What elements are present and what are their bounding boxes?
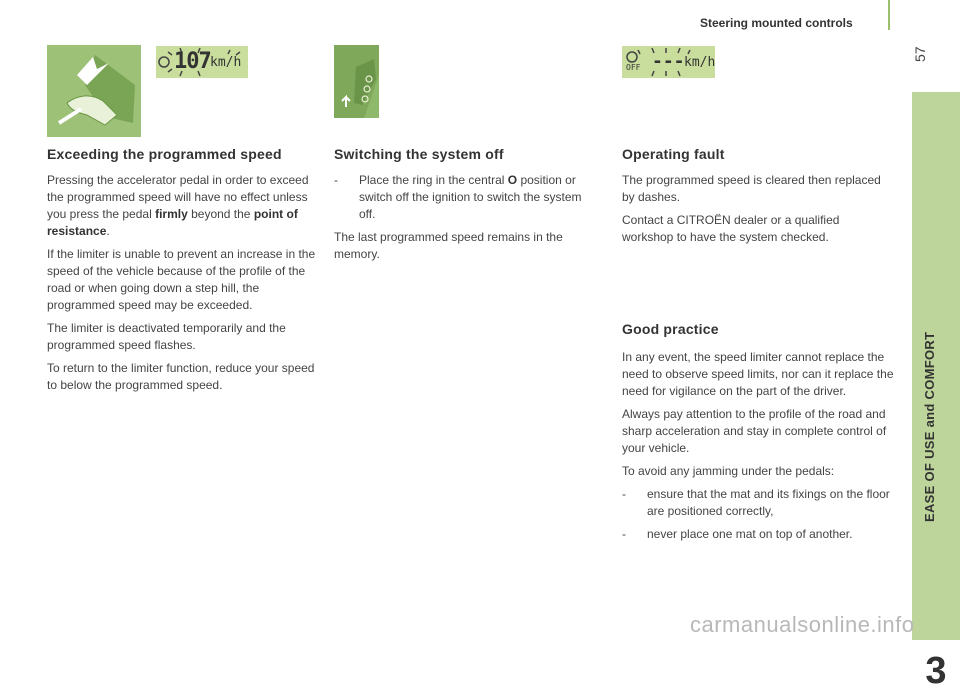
speed-display-panel <box>156 46 248 78</box>
heading-switching-off: Switching the system off <box>334 146 504 162</box>
column-good-practice <box>622 321 894 549</box>
heading-good-practice: Good practice <box>622 321 719 337</box>
page-number <box>912 46 928 62</box>
chapter-title-vertical: EASE OF USE and COMFORT <box>922 331 937 522</box>
running-header-title: Steering mounted controls <box>700 16 853 30</box>
column-switching-off <box>334 146 596 269</box>
display-speed-value: 107 <box>174 49 211 74</box>
column-exceeding-speed <box>47 146 319 400</box>
header-divider <box>888 0 890 30</box>
steering-control-ring-illustration <box>334 45 379 118</box>
foot-on-pedal-icon <box>47 45 141 137</box>
column-operating-fault <box>622 146 894 252</box>
emphasis-position-o: O <box>507 173 518 187</box>
list-item-text: ensure that the mat and its fixings on the floor are positioned correctly, <box>647 487 890 518</box>
paragraph-speed-limiter-cannot: In any event, the speed limiter cannot replace the need to observe speed limits, nor can it replace the need for vigilance on the part of the driver. <box>622 350 894 398</box>
control-stalk-icon <box>334 45 379 118</box>
heading-operating-fault: Operating fault <box>622 146 725 162</box>
paragraph-speed-cleared: The programmed speed is cleared then replaced by dashes. <box>622 173 881 204</box>
text-run: beyond the <box>187 207 254 221</box>
paragraph-limiter-deactivated: The limiter is deactivated temporarily and the programmed speed flashes. <box>47 321 286 352</box>
chapter-side-tab <box>912 92 960 692</box>
off-display-panel <box>622 46 715 78</box>
paragraph-contact-dealer: Contact a CITROËN dealer or a qualified workshop to have the system checked. <box>622 213 840 244</box>
text-run: position or switch off the ignition to switch the system off. <box>359 173 582 221</box>
bullet-dash: - <box>622 487 626 501</box>
bullet-dash: - <box>334 173 338 187</box>
text-run: Pressing the accelerator pedal in order to exceed the programmed speed will have no effect unless you press the pedal <box>47 173 309 221</box>
speedometer-icon <box>159 57 169 67</box>
list-item <box>622 486 894 520</box>
page-number-text: 57 <box>912 46 928 62</box>
text-run: . <box>106 224 110 238</box>
speedometer-icon-2 <box>627 52 637 62</box>
display-off-label: OFF <box>626 63 641 72</box>
list-item-text: never place one mat on top of another. <box>647 527 853 541</box>
list-item <box>622 526 894 543</box>
watermark: carmanualsonline.info <box>690 612 915 637</box>
display-speed-unit: km/h <box>210 55 242 70</box>
paragraph-pressing-accelerator <box>47 172 319 240</box>
emphasis-point-of-resistance: point of resistance <box>47 207 298 238</box>
paragraph-pay-attention: Always pay attention to the profile of the road and sharp acceleration and stay in complete control of your vehicle. <box>622 407 887 455</box>
list-item <box>334 172 596 223</box>
chapter-number: 3 <box>925 650 947 692</box>
paragraph-avoid-jamming: To avoid any jamming under the pedals: <box>622 464 835 478</box>
heading-exceeding-speed: Exceeding the programmed speed <box>47 146 282 162</box>
accelerator-pedal-illustration <box>47 45 141 137</box>
display-dashes: --- <box>652 51 685 72</box>
text-run: Place the ring in the central <box>359 173 508 187</box>
emphasis-firmly: firmly <box>155 207 188 221</box>
paragraph-last-speed-memory: The last programmed speed remains in the memory. <box>334 230 563 261</box>
paragraph-return-to-limiter: To return to the limiter function, reduce your speed to below the programmed speed. <box>47 361 315 392</box>
display-unit-2: km/h <box>684 55 716 70</box>
bullet-dash: - <box>622 527 626 541</box>
paragraph-limiter-unable: If the limiter is unable to prevent an increase in the speed of the vehicle because of the profile of the road or when going down a step hill, the programmed speed may be exceeded. <box>47 247 316 312</box>
